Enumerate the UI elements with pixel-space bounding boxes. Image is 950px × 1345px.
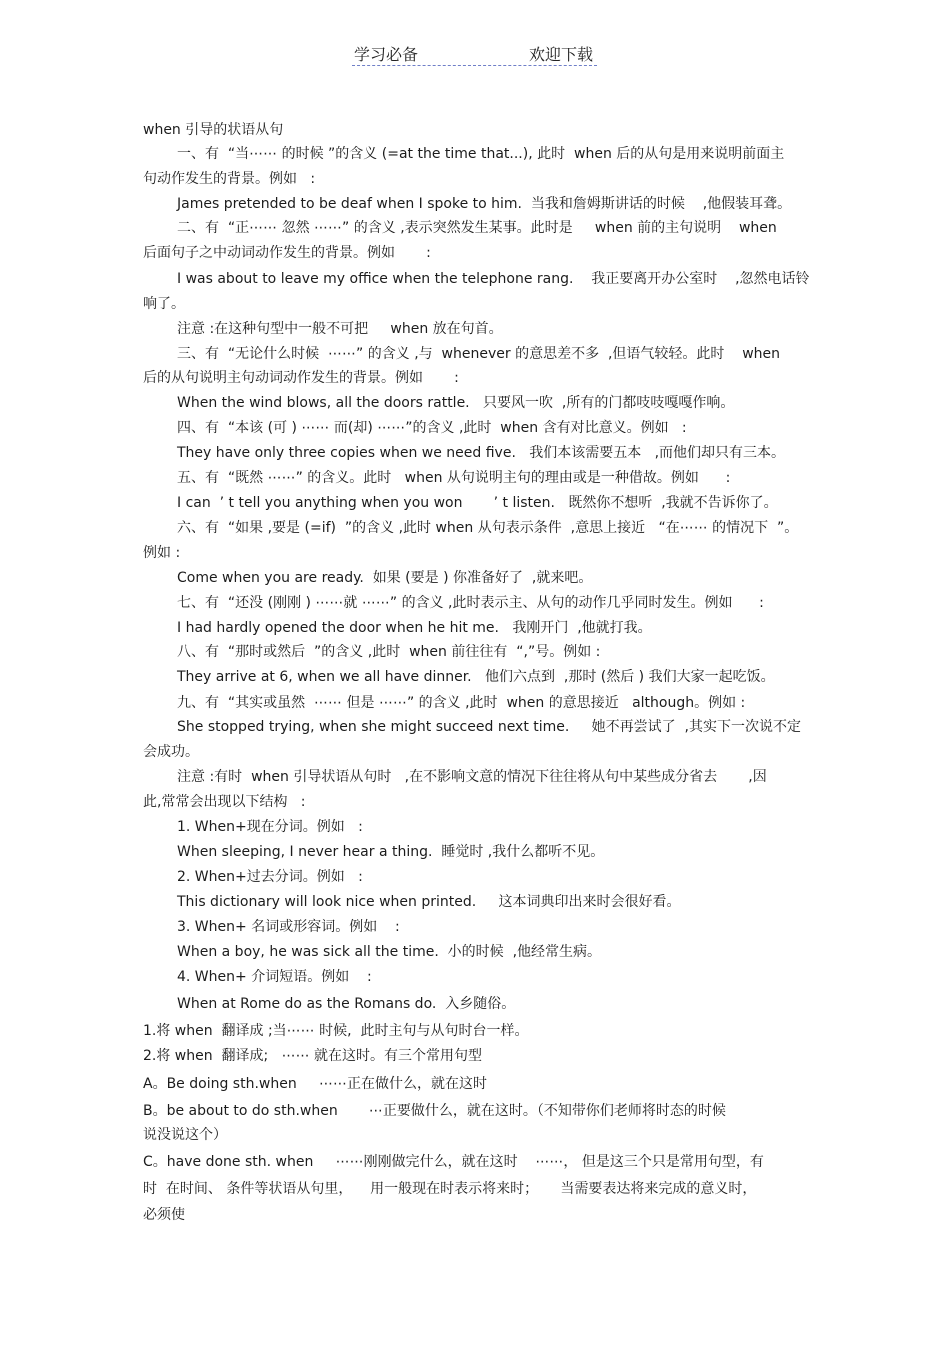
example-line: I can ’ t tell you anything when you won ’ t listen. 既然你不想听 ,我就不告诉你了。 — [177, 495, 778, 511]
list-item: 2.将 when 翻译成; ⋯⋯ 就在这时。有三个常用句型 — [143, 1048, 483, 1064]
text-line: 三、有 “无论什么时候 ⋯⋯” 的含义 ,与 whenever 的意思差不多 ,但语气较轻。此时 when — [177, 346, 781, 362]
header-right-text: 欢迎下载 — [528, 45, 593, 64]
text-line: 后面句子之中动词动作发生的背景。例如 : — [143, 245, 431, 261]
header-left-text: 学习必备 — [354, 45, 419, 64]
example-line: I had hardly opened the door when he hit me. 我刚开门 ,他就打我。 — [177, 620, 652, 636]
text-line: 会成功。 — [143, 744, 199, 760]
list-item: 1.将 when 翻译成 ;当⋯⋯ 时候, 此时主句与从句时台一样。 — [143, 1023, 529, 1039]
note-line: 注意 :在这种句型中一般不可把 when 放在句首。 — [177, 321, 503, 337]
note-line: 注意 :有时 when 引导状语从句时 ,在不影响文意的情况下往往将从句中某些成分省去 ,因 — [177, 769, 767, 785]
section-title: when 引导的状语从句 — [143, 122, 284, 138]
pattern-line: B。be about to do sth.when ⋯正要做什么，就在这时。（不知带你们老师将时态的时候 — [143, 1103, 726, 1119]
example-line: When the wind blows, all the doors rattle. 只要风一吹 ,所有的门都吱吱嘎嘎作响。 — [177, 395, 735, 411]
text-line: 响了。 — [143, 296, 185, 312]
example-line: She stopped trying, when she might succeed next time. 她不再尝试了 ,其实下一次说不定 — [177, 719, 801, 735]
text-line: 此,常常会出现以下结构 : — [143, 794, 306, 810]
text-line: 四、有 “本该 (可 ) ⋯⋯ 而(却) ⋯⋯”的含义 ,此时 when 含有对比意义。例如 : — [177, 420, 687, 436]
pattern-line: C。have done sth. when ⋯⋯刚刚做完什么，就在这时 ⋯⋯， 但是这三个只是常用句型，有 — [143, 1154, 764, 1170]
text-line: 八、有 “那时或然后 ”的含义 ,此时 when 前往往有 “,”号。例如 : — [177, 644, 601, 660]
example-line: Come when you are ready. 如果 (要是 ) 你准备好了 ,就来吧。 — [177, 570, 593, 586]
text-line: 必须使 — [143, 1207, 185, 1223]
text-line: 一、有 “当⋯⋯ 的时候 ”的含义 (=at the time that...), 此时 when 后的从句是用来说明前面主 — [177, 146, 785, 162]
example-line: This dictionary will look nice when printed. 这本词典印出来时会很好看。 — [177, 894, 681, 910]
example-line: I was about to leave my office when the telephone rang. 我正要离开办公室时 ,忽然电话铃 — [177, 271, 810, 287]
text-line: 时 在时间、 条件等状语从句里， 用一般现在时表示将来时； 当需要表达将来完成的意义时， — [143, 1181, 757, 1197]
example-line: James pretended to be deaf when I spoke to him. 当我和詹姆斯讲话的时候 ,他假装耳聋。 — [177, 196, 792, 212]
example-line: They have only three copies when we need five. 我们本该需要五本 ,而他们却只有三本。 — [177, 445, 786, 461]
text-line: 后的从句说明主句动词动作发生的背景。例如 : — [143, 370, 459, 386]
text-line: 七、有 “还没 (刚刚 ) ⋯⋯就 ⋯⋯” 的含义 ,此时表示主、从句的动作几乎同时发生。例如 : — [177, 595, 764, 611]
text-line: 二、有 “正⋯⋯ 忽然 ⋯⋯” 的含义 ,表示突然发生某事。此时是 when 前的主句说明 when — [177, 220, 777, 236]
example-line: When sleeping, I never hear a thing. 睡觉时 ,我什么都听不见。 — [177, 844, 605, 860]
list-item: 2. When+过去分词。例如 : — [177, 869, 363, 885]
list-item: 3. When+ 名词或形容词。例如 : — [177, 919, 400, 935]
text-line: 九、有 “其实或虽然 ⋯⋯ 但是 ⋯⋯” 的含义 ,此时 when 的意思接近 although。例如 : — [177, 695, 746, 711]
example-line: They arrive at 6, when we all have dinner. 他们六点到 ,那时 (然后 ) 我们大家一起吃饭。 — [177, 669, 775, 685]
example-line: When a boy, he was sick all the time. 小的时候 ,他经常生病。 — [177, 944, 602, 960]
text-line: 五、有 “既然 ⋯⋯” 的含义。此时 when 从句说明主句的理由或是一种借故。例如 : — [177, 470, 731, 486]
text-line: 说没说这个） — [143, 1127, 227, 1143]
text-line: 句动作发生的背景。例如 : — [143, 171, 316, 187]
list-item: 1. When+现在分词。例如 : — [177, 819, 363, 835]
text-line: 六、有 “如果 ,要是 (=if) ”的含义 ,此时 when 从句表示条件 ,意思上接近 “在⋯⋯ 的情况下 ”。 — [177, 520, 799, 536]
example-line: When at Rome do as the Romans do. 入乡随俗。 — [177, 996, 516, 1012]
pattern-line: A。Be doing sth.when ⋯⋯正在做什么，就在这时 — [143, 1076, 487, 1092]
text-line: 例如 : — [143, 545, 181, 561]
list-item: 4. When+ 介词短语。例如 : — [177, 969, 372, 985]
